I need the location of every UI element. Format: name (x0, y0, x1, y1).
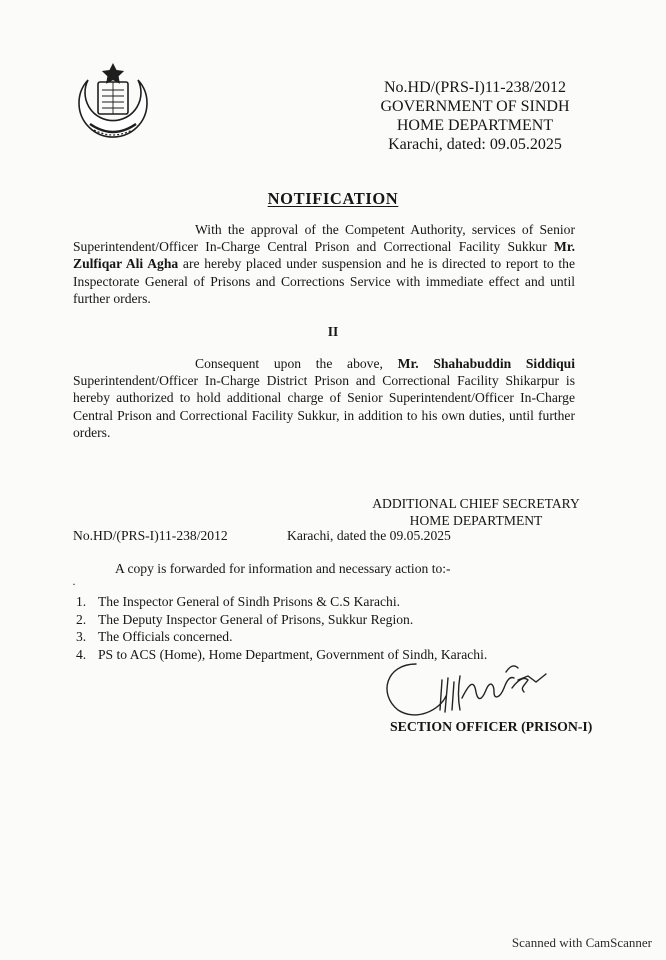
list-item-text: PS to ACS (Home), Home Department, Government of Sindh, Karachi. (98, 646, 488, 662)
handwritten-signature (376, 650, 566, 722)
notification-title-wrap (0, 189, 666, 209)
paragraph-additional-charge (73, 355, 575, 441)
paragraph1-lead: With the approval of the Competent Authority, services of Senior Superintendent/Officer In-Charge Central Prison and Correctional Facility Sukkur (73, 222, 575, 255)
list-item-number: 3. (76, 629, 87, 644)
paragraph2-officer-name: Mr. Shahabuddin Siddiqui (397, 356, 575, 371)
copy-date: Karachi, dated the 09.05.2025 (287, 528, 451, 543)
list-item (76, 628, 487, 646)
list-item-text: The Inspector General of Sindh Prisons & C.S Karachi. (98, 594, 401, 609)
notification-title: NOTIFICATION (267, 189, 399, 208)
copy-reference-number: No.HD/(PRS-I)11-238/2012 (73, 528, 228, 543)
list-item-number: 2. (76, 611, 87, 627)
signatory-block (326, 495, 626, 529)
paragraph1-officer-name: Mr. Zulfiqar Ali Agha (73, 239, 575, 272)
sindh-government-emblem (74, 60, 152, 144)
signatory-department: HOME DEPARTMENT (409, 513, 543, 528)
bullet-mark: · (72, 577, 76, 591)
list-item-text: The Deputy Inspector General of Prisons, Sukkur Region. (98, 611, 414, 627)
header-department: HOME DEPARTMENT (396, 117, 554, 134)
paragraph-suspension (73, 221, 575, 307)
camscanner-watermark: Scanned with CamScanner (511, 935, 652, 950)
list-item (76, 611, 487, 629)
paragraph1-tail: are hereby placed under suspension and he is directed to report to the Inspectorate General of Prisons and Corrections Service with immediate effect and until further orders. (73, 256, 575, 306)
list-item-number: 4. (76, 646, 87, 662)
section-separator: II (327, 324, 339, 339)
list-item (76, 593, 487, 611)
section-officer-designation: SECTION OFFICER (PRISON-I) (390, 719, 593, 734)
header-government: GOVERNMENT OF SINDH (380, 98, 570, 115)
list-item-text: The Officials concerned. (98, 629, 233, 644)
paragraph2-lead: Consequent upon the above, (195, 356, 398, 371)
letterhead (372, 78, 578, 154)
paragraph2-tail: Superintendent/Officer In-Charge District Prison and Correctional Facility Shikarpur is hereby authorized to hold additional charge of Senior Superintendent/Officer In-Charge Central Prison and Correctional Facility Sukkur, in addition to his own duties, until further orders. (73, 373, 575, 440)
signatory-title: ADDITIONAL CHIEF SECRETARY (372, 496, 580, 511)
header-reference-number: No.HD/(PRS-I)11-238/2012 (383, 79, 567, 96)
list-item-number: 1. (76, 594, 87, 609)
copy-forwarded-line: A copy is forwarded for information and necessary action to:- (115, 561, 451, 576)
header-date: Karachi, dated: 09.05.2025 (388, 136, 562, 153)
